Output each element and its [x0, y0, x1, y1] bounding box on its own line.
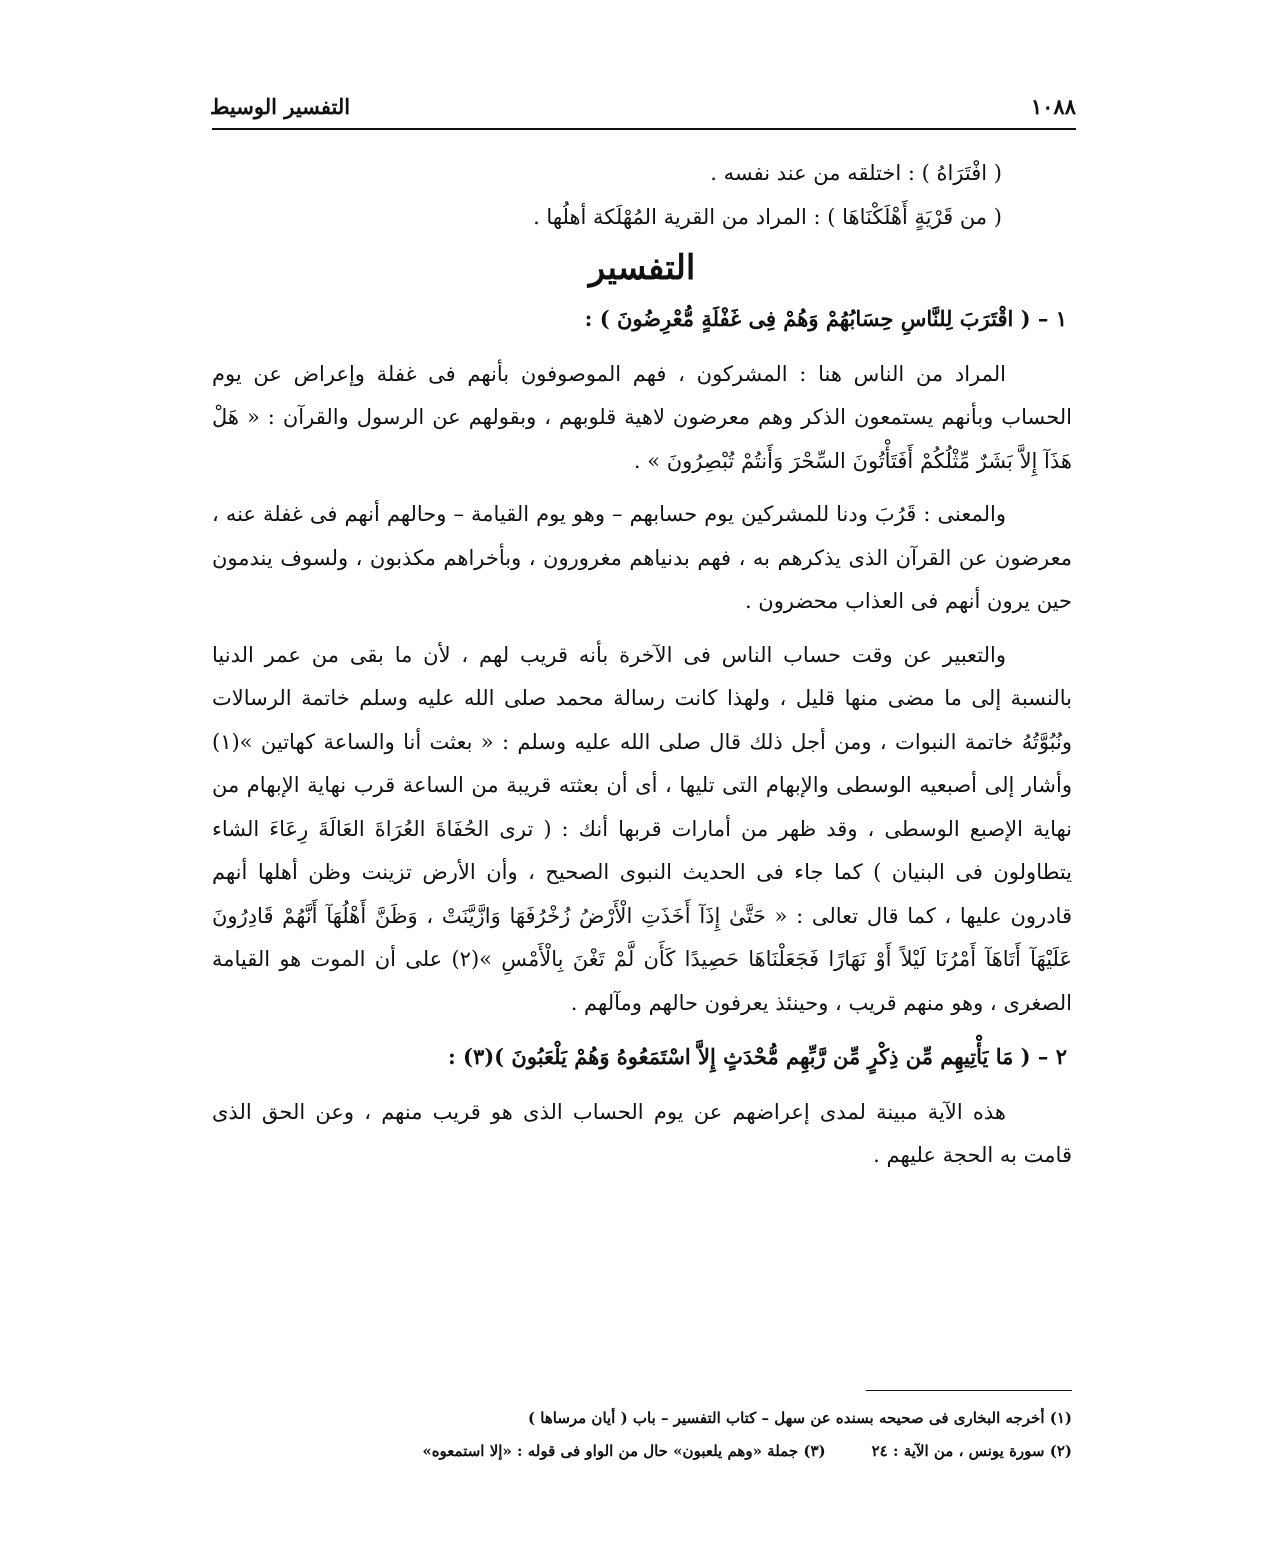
verse-heading-1: ١ – ( اقْتَرَبَ لِلنَّاسِ حِسَابُهُمْ وَهُمْ فِى غَفْلَةٍ مُّعْرِضُونَ ) :	[584, 306, 1067, 331]
footnotes-divider	[866, 1390, 1072, 1391]
section-title: التفسير	[588, 248, 696, 288]
footnote-row	[212, 1435, 1072, 1468]
footnote-3: (٣) جملة «وهم يلعبون» حال من الواو فى قوله : «إلا استمعوه»	[422, 1442, 826, 1460]
footnote-1: (١) أخرجه البخارى فى صحيحه بسنده عن سهل – كتاب التفسير – باب ( أيان مرساها )	[527, 1409, 1072, 1427]
verse-heading-2: ٢ – ( مَا يَأْتِيهِم مِّن ذِكْرٍ مِّن رَّبِّهِم مُّحْدَثٍ إِلاَّ اسْتَمَعُوهُ وَهُمْ يَلْعَبُونَ )(٣) :	[447, 1044, 1067, 1069]
page-header	[210, 88, 1076, 124]
definition-line: ( من قَرْيَةٍ أَهْلَكْنَاهَا ) : المراد من القرية المُهْلَكة أهلُها .	[533, 204, 1002, 229]
footnote-row	[212, 1402, 1072, 1435]
page-number: ١٠٨٨	[1030, 93, 1076, 119]
paragraph: والتعبير عن وقت حساب الناس فى الآخرة بأنه قريب لهم ، لأن ما بقى من عمر الدنيا بالنسبة إلى ما مضى منها قليل ، ولهذا كانت رسالة محمد صلى الله عليه وسلم خاتمة الرسالات ونُبُوَّتُهُ خاتمة النبوات ، ومن أجل ذلك قال صلى الله عليه وسلم : « بعثت أنا والساعة كهاتين »(١) وأشار إلى أصبعيه الوسطى والإبهام التى تليها ، أى أن بعثته قريبة من الساعة قرب نهاية الإبهام من نهاية الإصبع الوسطى ، وقد ظهر من أمارات قربها أنك : ( ترى الحُفَاةَ العُرَاةَ العَالَةَ رِعَاءَ الشاء يتطاولون فى البنيان ) كما جاء فى الحديث النبوى الصحيح ، وأن الأرض تزينت وظن أهلها أنهم قادرون عليها ، كما قال تعالى : « حَتَّىٰ إِذَآ أَخَذَتِ الْأَرْضُ زُخْرُفَهَا وَازَّيَّنَتْ ، وَظَنَّ أَهْلُهَآ أَنَّهُمْ قَادِرُونَ عَلَيْهَآ أَتَاهَآ أَمْرُنَا لَيْلاً أَوْ نَهَارًا فَجَعَلْنَاهَا حَصِيدًا كَأَن لَّمْ تَغْنَ بِالْأَمْسِ »(٢) على أن الموت هو القيامة الصغرى ، وهو منهم قريب ، وحينئذ يعرفون حالهم ومآلهم .	[212, 642, 1073, 1015]
paragraph: المراد من الناس هنا : المشركون ، فهم الموصوفون بأنهم فى غفلة وإعراض عن يوم الحساب وبأنهم يستمعون الذكر وهم معرضون لاهية قلوبهم ، وبقولهم عن الرسول والقرآن : « هَلْ هَذَآ إِلاَّ بَشَرٌ مِّثْلُكُمْ أَفَتَأْتُونَ السِّحْرَ وَأَنتُمْ تُبْصِرُونَ » .	[212, 361, 1072, 473]
book-title: التفسير الوسيط	[210, 93, 351, 119]
footnotes	[212, 1402, 1072, 1468]
header-divider	[212, 128, 1076, 130]
footnote-2: (٢) سورة يونس ، من الآية : ٢٤	[871, 1442, 1072, 1460]
definition-line: ( افْتَرَاهُ ) : اختلقه من عند نفسه .	[710, 161, 1002, 185]
paragraph: والمعنى : قَرُبَ ودنا للمشركين يوم حسابهم – وهو يوم القيامة – وحالهم أنهم فى غفلة عنه ، معرضون عن القرآن الذى يذكرهم به ، فهم بدنياهم مغرورون ، وبأخراهم مكذبون ، ولسوف يندمون حين يرون أنهم فى العذاب محضرون .	[212, 502, 1072, 613]
paragraph: هذه الآية مبينة لمدى إعراضهم عن يوم الحساب الذى هو قريب منهم ، وعن الحق الذى قامت به الحجة عليهم .	[212, 1099, 1072, 1167]
main-text	[212, 152, 1072, 1178]
